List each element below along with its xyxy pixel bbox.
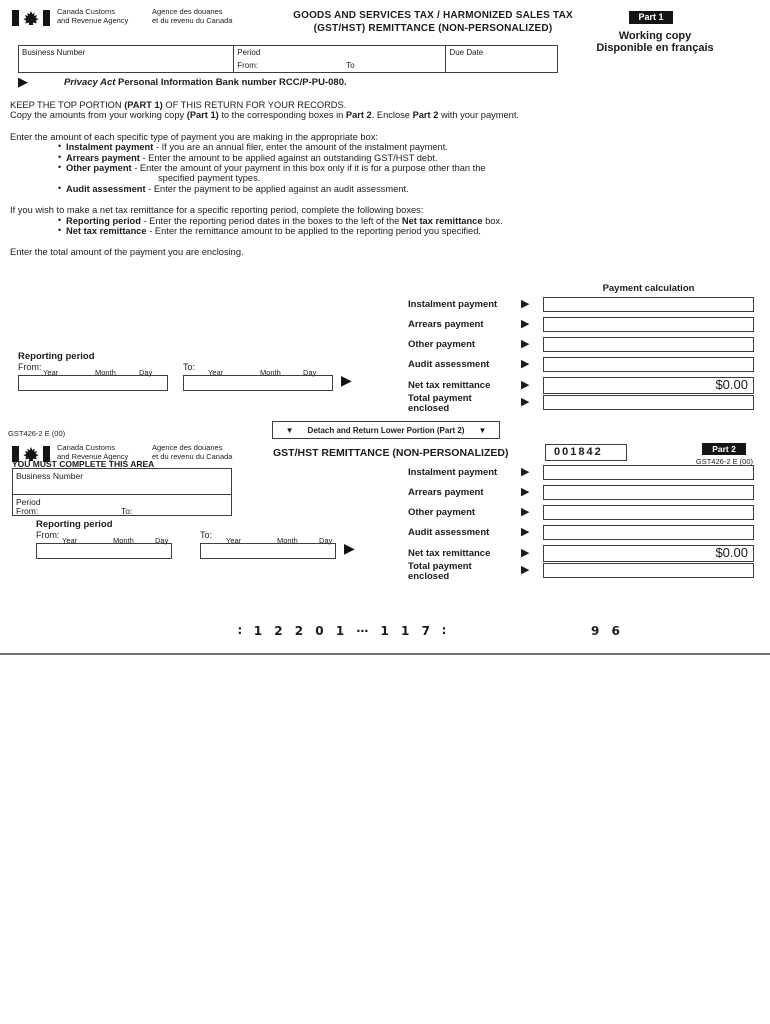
- from-label: From:: [18, 362, 42, 372]
- payment-row: [0, 465, 770, 480]
- month-label: Month: [260, 368, 281, 377]
- instalment-payment-field-part1[interactable]: [543, 297, 754, 312]
- reporting-period-title: Reporting period: [36, 519, 113, 530]
- instruction-line: KEEP THE TOP PORTION (PART 1) OF THIS RETURN FOR YOUR RECORDS.: [10, 100, 347, 110]
- instruction-line: If you wish to make a net tax remittance for a specific reporting period, complete the following boxes:: [10, 205, 424, 216]
- reporting-period-title: Reporting period: [18, 351, 95, 362]
- audit-assessment-field-part2[interactable]: [543, 525, 754, 540]
- agency-name-en: Canada Customs and Revenue Agency: [57, 443, 129, 461]
- instruction-line: Enter the amount of each specific type of payment you are making in the appropriate box:: [10, 131, 378, 142]
- micr-code-right: 9 6: [591, 624, 624, 638]
- canada-flag-logo: [12, 10, 50, 26]
- arrears-payment-label: Arrears payment: [408, 319, 484, 330]
- privacy-act-note: Privacy Act Personal Information Bank number RCC/P-PU-080.: [64, 77, 347, 88]
- due-date-field[interactable]: Due Date: [449, 48, 484, 57]
- arrears-payment-field-part1[interactable]: [543, 317, 754, 332]
- audit-assessment-label: Audit assessment: [408, 527, 490, 538]
- payment-row: [0, 337, 770, 352]
- form-code-part1: GST426-2 E (00): [8, 429, 66, 438]
- arrow-right-icon: ▶: [521, 358, 530, 370]
- day-label: Day: [303, 368, 317, 377]
- instruction-bullet: • Audit assessment - Enter the payment to be applied against an audit assessment.: [58, 182, 409, 194]
- bullet-icon: •: [58, 162, 62, 173]
- net-tax-remittance-label: Net tax remittance: [408, 548, 491, 559]
- arrow-right-icon: ▶: [521, 506, 530, 518]
- net-tax-remittance-label: Net tax remittance: [408, 380, 491, 391]
- arrow-right-icon: ▶: [521, 486, 530, 498]
- arrow-right-icon: ▶: [18, 74, 28, 89]
- bullet-icon: •: [58, 182, 62, 193]
- year-label: Year: [43, 368, 59, 377]
- available-in-french-label: Disponible en français: [596, 42, 714, 54]
- total-payment-field-part2[interactable]: [543, 563, 754, 578]
- month-label: Month: [95, 368, 116, 377]
- payment-calculation-header: Payment calculation: [602, 283, 695, 294]
- year-label: Year: [208, 368, 224, 377]
- bullet-icon: •: [58, 214, 62, 225]
- arrow-right-icon: ▶: [521, 526, 530, 538]
- instalment-payment-label: Instalment payment: [408, 467, 498, 478]
- from-label: From:: [36, 530, 60, 540]
- instruction-bullet: • Instalment payment - If you are an annual filer, enter the amount of the instalment payment.: [58, 141, 448, 153]
- arrow-down-icon: ▼: [478, 425, 487, 435]
- part2-title: GST/HST REMITTANCE (NON-PERSONALIZED): [273, 447, 509, 459]
- instruction-bullet: • Arrears payment - Enter the amount to be applied against an outstanding GST/HST debt.: [58, 151, 438, 163]
- arrow-right-icon: ▶: [521, 318, 530, 330]
- micr-code: ∶ 1 2 2 0 1 ⋯ 1 1 7 ∶: [238, 624, 450, 638]
- payment-row: [0, 561, 770, 582]
- arrow-right-icon: ▶: [521, 564, 530, 576]
- reporting-to-field-part1[interactable]: [183, 375, 333, 391]
- reporting-from-field-part2[interactable]: [36, 543, 172, 559]
- form-code-part2: GST426-2 E (00): [695, 457, 753, 466]
- total-payment-enclosed-label: Total payment enclosed: [408, 561, 472, 582]
- arrow-right-icon: ▶: [521, 338, 530, 350]
- business-number-field[interactable]: Business Number: [19, 46, 234, 72]
- period-field-part2[interactable]: Period From: To:: [16, 497, 133, 516]
- agency-name-fr: Agence des douanes et du revenu du Canada: [152, 7, 233, 25]
- instruction-bullet: • Net tax remittance - Enter the remittance amount to be applied to the reporting period you specified.: [58, 225, 481, 237]
- other-payment-field-part1[interactable]: [543, 337, 754, 352]
- arrow-right-icon: ▶: [341, 372, 352, 388]
- agency-name-fr: Agence des douanes et du revenu du Canada: [152, 443, 233, 461]
- bullet-icon: •: [58, 151, 62, 162]
- arrears-payment-field-part2[interactable]: [543, 485, 754, 500]
- to-label: To:: [200, 530, 213, 540]
- payment-row: [0, 297, 770, 312]
- detach-banner: ▼ Detach and Return Lower Portion (Part 2) ▼: [272, 421, 500, 439]
- instruction-line: specified payment types.: [158, 173, 261, 184]
- year-label: Year: [226, 536, 242, 545]
- to-label: To:: [183, 362, 196, 372]
- arrow-right-icon: ▶: [344, 540, 355, 556]
- arrow-right-icon: ▶: [521, 379, 530, 391]
- business-number-field-part2[interactable]: Business Number: [13, 469, 231, 495]
- net-tax-remittance-field-part2[interactable]: $0.00: [543, 545, 754, 562]
- must-complete-label: YOU MUST COMPLETE THIS AREA: [12, 459, 155, 469]
- bullet-icon: •: [58, 141, 62, 152]
- part1-info-box: [18, 45, 558, 73]
- reporting-period-part2: [36, 519, 386, 563]
- period-field[interactable]: Period From: To: [234, 46, 446, 72]
- year-label: Year: [62, 536, 78, 545]
- other-payment-field-part2[interactable]: [543, 505, 754, 520]
- payment-row: [0, 505, 770, 520]
- form-title: GOODS AND SERVICES TAX / HARMONIZED SALES TAX (GST/HST) REMITTANCE (NON-PERSONALIZED): [293, 10, 573, 34]
- month-label: Month: [113, 536, 134, 545]
- month-label: Month: [277, 536, 298, 545]
- bullet-icon: •: [58, 225, 62, 236]
- instalment-payment-label: Instalment payment: [408, 299, 498, 310]
- page-divider: [0, 653, 770, 655]
- reporting-period-part1: [18, 351, 378, 395]
- other-payment-label: Other payment: [408, 339, 476, 350]
- arrow-right-icon: ▶: [521, 466, 530, 478]
- part2-badge: Part 2: [702, 443, 746, 455]
- audit-assessment-label: Audit assessment: [408, 359, 490, 370]
- instruction-line: Enter the total amount of the payment you are enclosing.: [10, 247, 244, 258]
- arrow-down-icon: ▼: [285, 425, 294, 435]
- reporting-from-field-part1[interactable]: [18, 375, 168, 391]
- arrow-right-icon: ▶: [521, 547, 530, 559]
- instruction-bullet: • Reporting period - Enter the reporting period dates in the boxes to the left of the Net tax remittance box.: [58, 214, 503, 226]
- agency-name-en: Canada Customs and Revenue Agency: [57, 7, 129, 25]
- payment-row: [0, 317, 770, 332]
- total-payment-field-part1[interactable]: [543, 395, 754, 410]
- day-label: Day: [139, 368, 153, 377]
- payment-row: [0, 485, 770, 500]
- day-label: Day: [319, 536, 333, 545]
- instruction-bullet: • Other payment - Enter the amount of your payment in this box only if it is for a purpose other than the: [58, 162, 486, 174]
- arrears-payment-label: Arrears payment: [408, 487, 484, 498]
- working-copy-label: Working copy: [618, 30, 692, 42]
- instalment-payment-field-part2[interactable]: [543, 465, 754, 480]
- arrow-right-icon: ▶: [521, 298, 530, 310]
- payment-row: [0, 393, 770, 414]
- serial-number: 001842: [545, 444, 627, 461]
- part1-badge: Part 1: [629, 11, 673, 24]
- instruction-line: Copy the amounts from your working copy (Part 1) to the corresponding boxes in Part 2. Enclose Part 2 with your payment.: [10, 110, 520, 121]
- instructions: [10, 100, 660, 258]
- net-tax-remittance-field-part1[interactable]: $0.00: [543, 377, 754, 394]
- day-label: Day: [155, 536, 169, 545]
- audit-assessment-field-part1[interactable]: [543, 357, 754, 372]
- reporting-to-field-part2[interactable]: [200, 543, 336, 559]
- other-payment-label: Other payment: [408, 507, 476, 518]
- total-payment-enclosed-label: Total payment enclosed: [408, 393, 472, 414]
- arrow-right-icon: ▶: [521, 396, 530, 408]
